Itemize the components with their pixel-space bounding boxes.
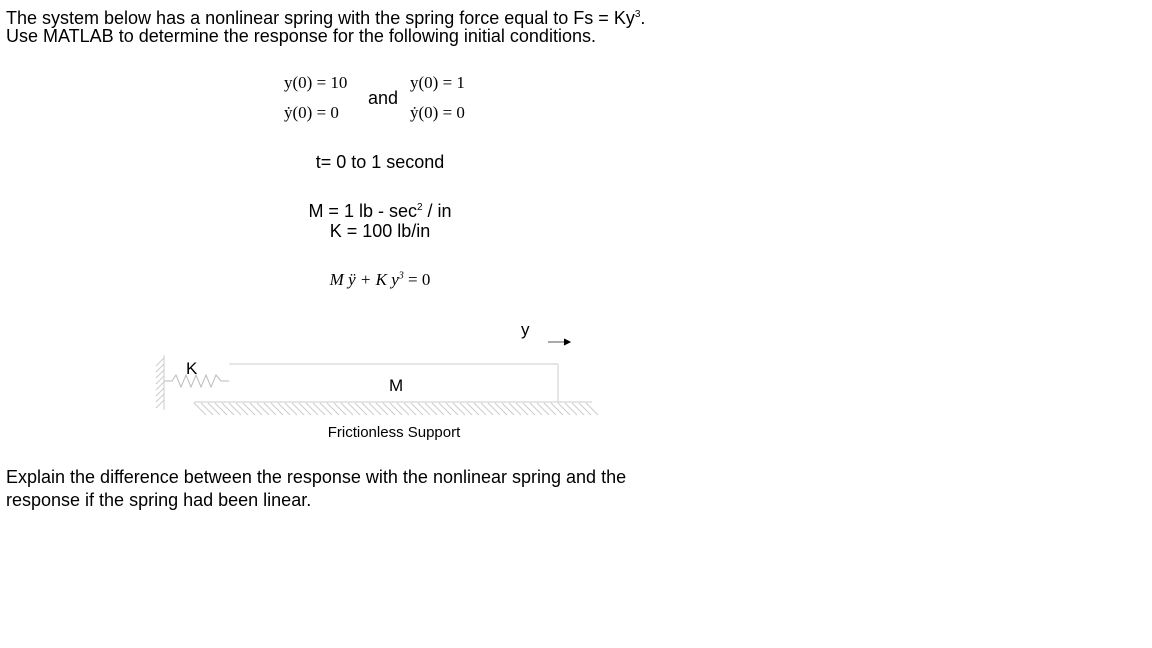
condition-2-ydot: ẏ(0) = 0 — [410, 103, 465, 122]
condition-2-y: y(0) = 1 — [410, 73, 465, 92]
condition-1-ydot: ẏ(0) = 0 — [284, 103, 339, 122]
mass-label: M — [389, 376, 404, 395]
mass-exponent: 2 — [416, 202, 423, 213]
y-label: y — [521, 320, 530, 339]
mass-text: M = 1 lb - sec — [308, 201, 417, 221]
condition-1-y: y(0) = 10 — [284, 73, 348, 92]
intro-line-2: Use MATLAB to determine the response for the following initial conditions. — [6, 26, 596, 46]
and-label: and — [368, 88, 399, 108]
k-label: K — [186, 359, 198, 378]
k-param: K = 100 lb/in — [329, 221, 431, 241]
question-line-1: Explain the difference between the response with the nonlinear spring and the — [6, 467, 627, 487]
intro-text: The system below has a nonlinear spring with the spring force equal to Fs = Ky — [6, 8, 635, 28]
question-line-2: response if the spring had been linear. — [6, 490, 312, 510]
equation-end: = 0 — [403, 270, 431, 289]
support-label: Frictionless Support — [327, 424, 461, 441]
equation-exponent: 3 — [398, 270, 404, 282]
time-range: t= 0 to 1 second — [315, 152, 445, 172]
wall-hatch — [156, 355, 164, 410]
equation-main: M ÿ + K y — [329, 270, 399, 289]
period: . — [640, 8, 646, 28]
exponent: 3 — [634, 9, 641, 20]
mass-unit: / in — [422, 201, 452, 221]
y-arrow — [548, 339, 570, 345]
ground-hatch — [194, 402, 598, 415]
